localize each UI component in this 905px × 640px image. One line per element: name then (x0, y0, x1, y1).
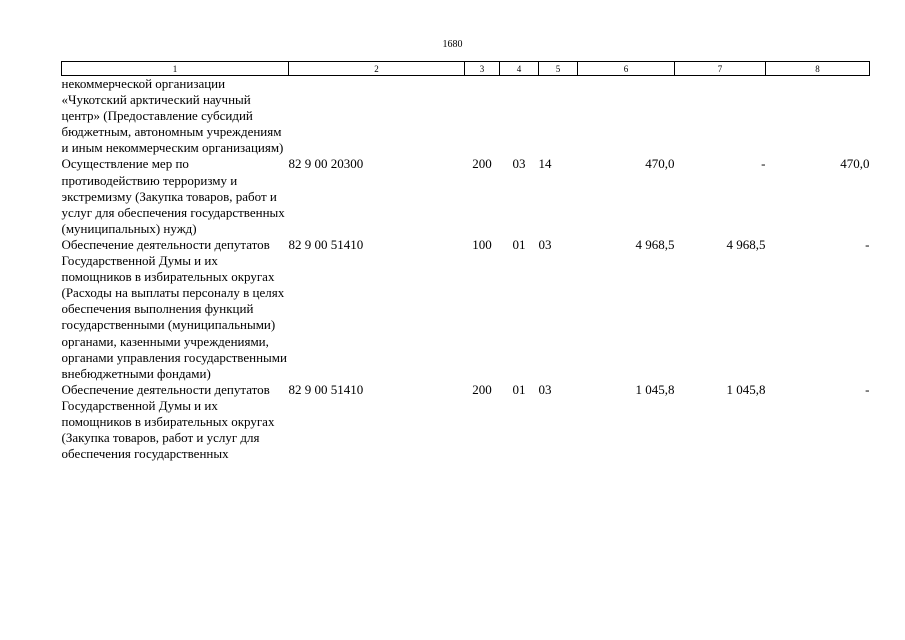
row-target-article: 82 9 00 20300 (288, 156, 364, 172)
row-section: 03 (512, 156, 526, 172)
row-name: Обеспечение деятельности депутатов Государственной Думы и их помощников в избирательных округах (Закупка товаров, работ и услуг для обеспечения государственных (61, 381, 275, 462)
row-subsection: 03 (538, 236, 552, 252)
row-subsection: 14 (538, 156, 552, 172)
table-row (62, 382, 870, 462)
column-header-8: 8 (766, 62, 870, 76)
column-header-2: 2 (289, 62, 465, 76)
row-regional: - (865, 381, 870, 397)
row-expense-type (465, 76, 500, 157)
row-target-article: 82 9 00 51410 (288, 381, 364, 397)
column-header-6: 6 (578, 62, 675, 76)
row-name: Осуществление мер по противодействию терроризму и экстремизму (Закупка товаров, работ и услуг для обеспечения государственных (муниципальных) нужд) (61, 156, 285, 236)
column-header-4: 4 (500, 62, 539, 76)
row-target-article: 82 9 00 51410 (288, 236, 364, 252)
row-federal: - (761, 156, 766, 172)
row-subsection: 03 (538, 381, 552, 397)
table-row (62, 156, 870, 236)
row-section (500, 76, 539, 157)
table-row (62, 237, 870, 382)
row-regional: - (865, 236, 870, 252)
column-header-7: 7 (675, 62, 766, 76)
column-header-1: 1 (62, 62, 289, 76)
row-expense-type: 200 (472, 381, 492, 397)
row-total: 470,0 (645, 156, 675, 172)
row-target-article (289, 76, 465, 157)
row-section: 01 (512, 381, 526, 397)
row-expense-type: 100 (472, 236, 492, 252)
row-subsection (539, 76, 578, 157)
budget-table (61, 61, 870, 462)
table-row (62, 76, 870, 157)
row-expense-type: 200 (472, 156, 492, 172)
column-header-5: 5 (539, 62, 578, 76)
column-header-3: 3 (465, 62, 500, 76)
row-section: 01 (512, 236, 526, 252)
row-name: Обеспечение деятельности депутатов Государственной Думы и их помощников в избирательных округах (Расходы на выплаты персоналу в целях обеспечения выполнения функций государственными (муниципальными) органами, казенными учреждениями, органами управления государственными внебюджетными фондами) (61, 236, 287, 381)
row-name: некоммерческой организации «Чукотский арктический научный центр» (Предоставление субсидий бюджетным, автономным учреждениям и иным некоммерческим организациям) (61, 76, 284, 156)
row-federal (675, 76, 766, 157)
row-total (578, 76, 675, 157)
row-federal: 1 045,8 (726, 381, 766, 397)
column-number-row (62, 62, 870, 76)
page-number: 1680 (442, 39, 463, 50)
row-regional (766, 76, 870, 157)
row-total: 4 968,5 (635, 236, 675, 252)
row-total: 1 045,8 (635, 381, 675, 397)
row-federal: 4 968,5 (726, 236, 766, 252)
row-regional: 470,0 (840, 156, 870, 172)
